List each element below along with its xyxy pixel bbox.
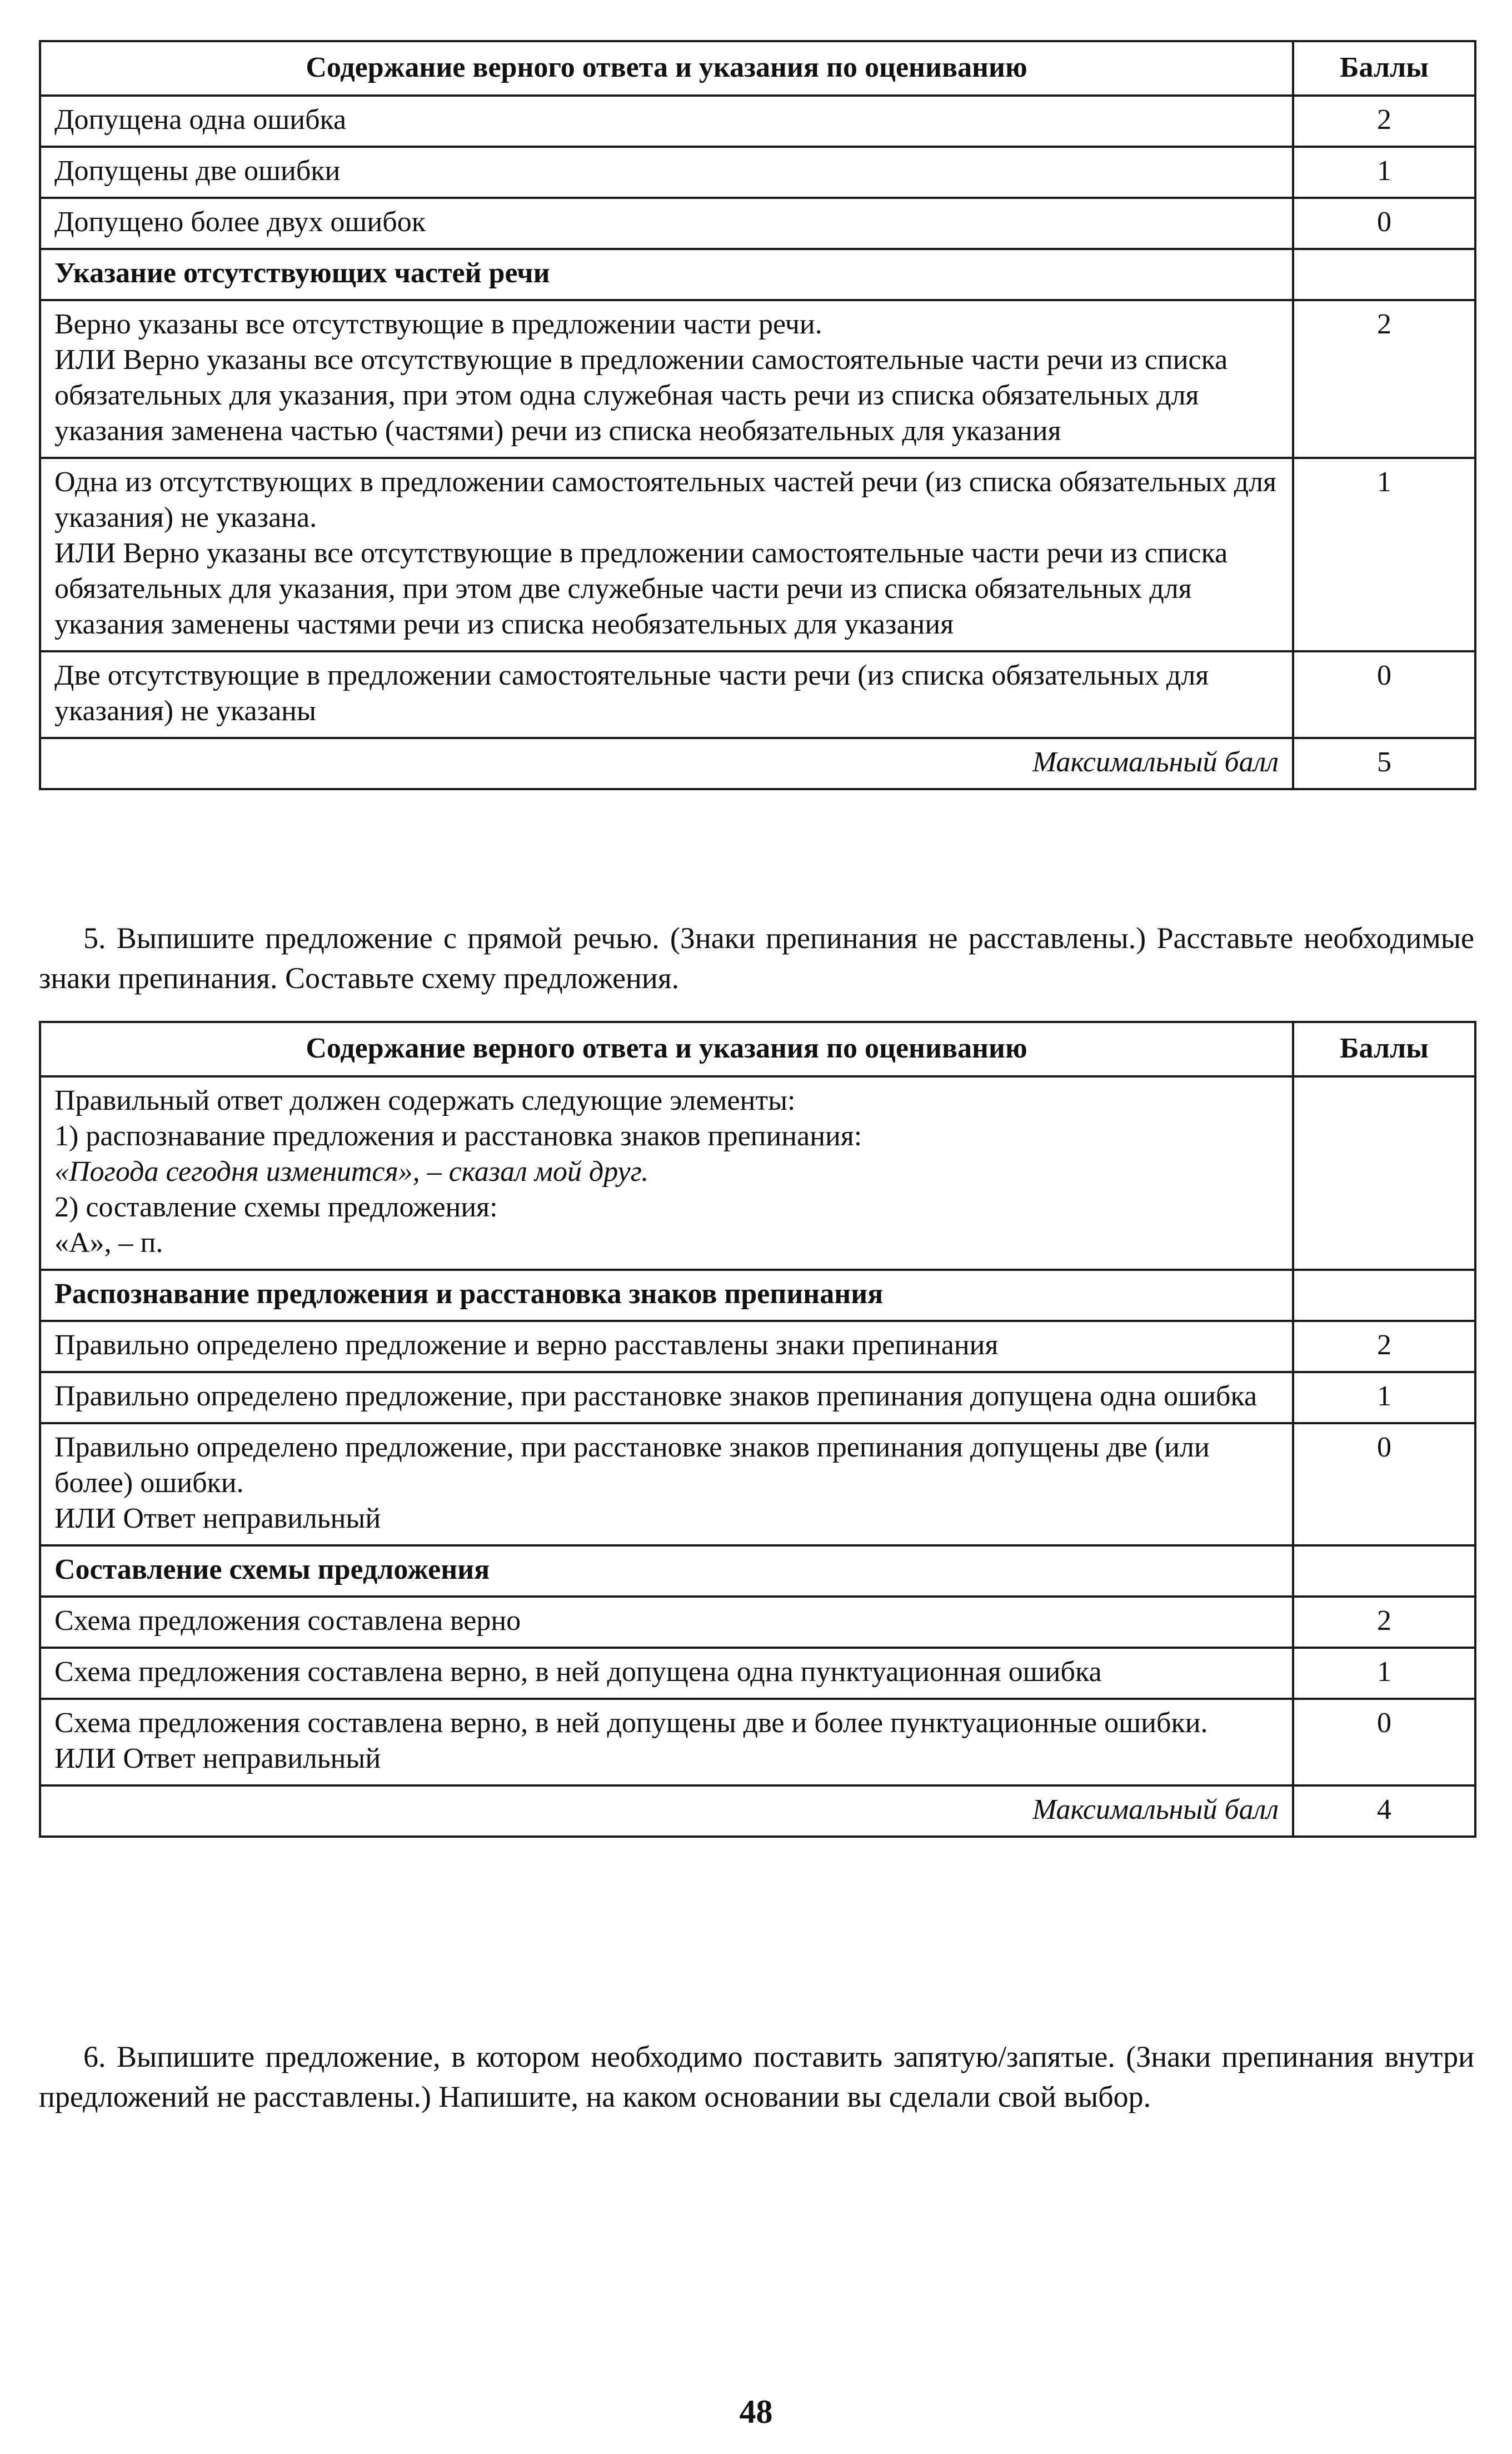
criterion-points xyxy=(1293,1076,1475,1270)
max-score-value: 5 xyxy=(1293,738,1475,789)
criterion-points xyxy=(1293,1545,1475,1597)
criterion-points: 1 xyxy=(1293,147,1475,198)
criterion-points: 2 xyxy=(1293,300,1475,458)
criterion-text: Допущены две ошибки xyxy=(40,147,1293,198)
answer-line: 1) распознавание предложения и расстановка знаков препинания: xyxy=(54,1120,862,1152)
table-row xyxy=(40,147,1475,198)
criterion-points xyxy=(1293,1270,1475,1321)
criterion-points: 1 xyxy=(1293,1648,1475,1699)
header-content: Содержание верного ответа и указания по оцениванию xyxy=(40,41,1293,96)
answer-sentence: «Погода сегодня изменится», – сказал мой друг. xyxy=(54,1156,649,1188)
answer-row xyxy=(40,1076,1475,1270)
answer-line: 2) составление схемы предложения: xyxy=(54,1191,498,1223)
table-header-row xyxy=(40,1022,1475,1076)
criterion-points: 0 xyxy=(1293,651,1475,738)
max-score-row xyxy=(40,738,1475,789)
criterion-points: 2 xyxy=(1293,1321,1475,1372)
criterion-text: Правильно определено предложение и верно расставлены знаки препинания xyxy=(40,1321,1293,1372)
criterion-text: Допущена одна ошибка xyxy=(40,96,1293,147)
table-row xyxy=(40,300,1475,458)
answer-scheme: «А», – п. xyxy=(54,1227,163,1259)
section-row xyxy=(40,1270,1475,1321)
task-6-text: 6. Выпишите предложение, в котором необходимо поставить запятую/запятые. (Знаки препинания внутри предложений не расставлены.) Напишите, на каком основании вы сделали свой выбор. xyxy=(39,2040,1474,2113)
max-score-label: Максимальный балл xyxy=(40,738,1293,789)
section-row xyxy=(40,249,1475,300)
max-score-row xyxy=(40,1785,1475,1837)
table-row xyxy=(40,96,1475,147)
table-row xyxy=(40,1321,1475,1372)
criterion-points: 1 xyxy=(1293,1372,1475,1423)
criterion-points: 2 xyxy=(1293,96,1475,147)
section-heading: Распознавание предложения и расстановка знаков препинания xyxy=(40,1270,1293,1321)
answer-line: Правильный ответ должен содержать следующие элементы: xyxy=(54,1085,796,1116)
correct-answer xyxy=(40,1076,1293,1270)
criterion-text: Схема предложения составлена верно xyxy=(40,1597,1293,1648)
table-row xyxy=(40,1372,1475,1423)
table-row xyxy=(40,1597,1475,1648)
table-row xyxy=(40,458,1475,651)
criterion-points: 0 xyxy=(1293,1423,1475,1545)
table-header-row xyxy=(40,41,1475,96)
criterion-text: Правильно определено предложение, при расстановке знаков препинания допущена одна ошибка xyxy=(40,1372,1293,1423)
criterion-text: Две отсутствующие в предложении самостоятельные части речи (из списка обязательных для указания) не указаны xyxy=(40,651,1293,738)
section-heading: Указание отсутствующих частей речи xyxy=(40,249,1293,300)
section-heading: Составление схемы предложения xyxy=(40,1545,1293,1597)
criterion-text: Верно указаны все отсутствующие в предложении части речи. ИЛИ Верно указаны все отсутствующие в предложении самостоятельные части речи из списка обязательных для указания, при этом одна служебная часть речи из списка обязательных для указания заменена частью (частями) речи из списка необязательных для указания xyxy=(40,300,1293,458)
grading-table-1 xyxy=(39,40,1476,790)
criterion-points: 2 xyxy=(1293,1597,1475,1648)
max-score-value: 4 xyxy=(1293,1785,1475,1837)
table-row xyxy=(40,1423,1475,1545)
page-number: 48 xyxy=(739,2393,773,2430)
criterion-text: Допущено более двух ошибок xyxy=(40,198,1293,249)
criterion-text: Одна из отсутствующих в предложении самостоятельных частей речи (из списка обязательных для указания) не указана. ИЛИ Верно указаны все отсутствующие в предложении самостоятельные части речи из списка обязательных для указания, при этом две служебные части речи из списка обязательных для указания заменены частями речи из списка необязательных для указания xyxy=(40,458,1293,651)
header-content: Содержание верного ответа и указания по оцениванию xyxy=(40,1022,1293,1076)
criterion-text: Схема предложения составлена верно, в ней допущены две и более пунктуационные ошибки. ИЛИ Ответ неправильный xyxy=(40,1699,1293,1785)
header-points: Баллы xyxy=(1293,41,1475,96)
criterion-points: 0 xyxy=(1293,198,1475,249)
grading-table-2 xyxy=(39,1021,1476,1838)
criterion-text: Схема предложения составлена верно, в ней допущена одна пунктуационная ошибка xyxy=(40,1648,1293,1699)
max-score-label: Максимальный балл xyxy=(40,1785,1293,1837)
criterion-points: 0 xyxy=(1293,1699,1475,1785)
table-row xyxy=(40,1699,1475,1785)
task-5-text: 5. Выпишите предложение с прямой речью. (Знаки препинания не расставлены.) Расставьте необходимые знаки препинания. Составьте схему предложения. xyxy=(39,921,1474,995)
criterion-points xyxy=(1293,249,1475,300)
table-row xyxy=(40,1648,1475,1699)
section-row xyxy=(40,1545,1475,1597)
table-row xyxy=(40,198,1475,249)
table-row xyxy=(40,651,1475,738)
header-points: Баллы xyxy=(1293,1022,1475,1076)
criterion-text: Правильно определено предложение, при расстановке знаков препинания допущены две (или более) ошибки. ИЛИ Ответ неправильный xyxy=(40,1423,1293,1545)
criterion-points: 1 xyxy=(1293,458,1475,651)
